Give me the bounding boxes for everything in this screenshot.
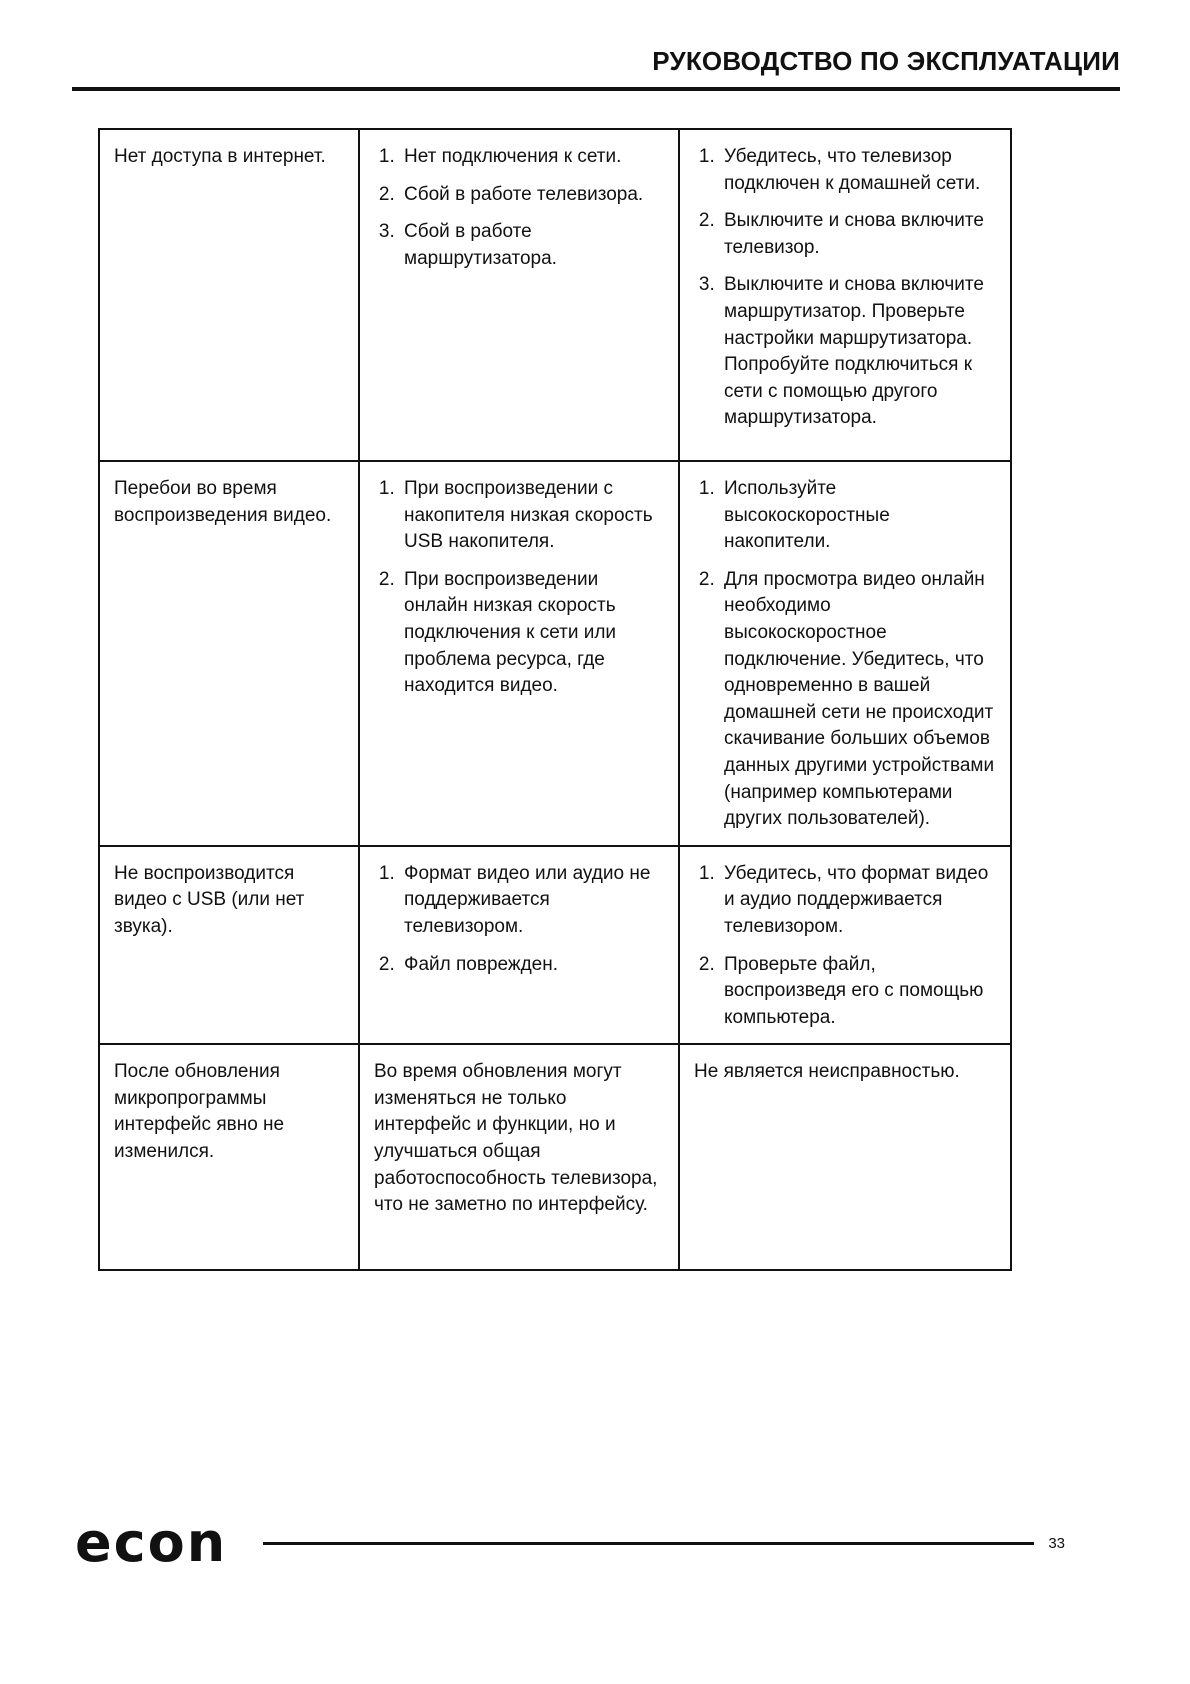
list-item: 3. Сбой в работе маршрутизатора. [400,219,664,272]
problem-text: После обновления микропрограммы интерфейс явно не изменился. [114,1061,285,1163]
list-item: 2. При воспроизведении онлайн низкая скорость подключения к сети или проблема ресурса, где находится видео. [400,567,664,700]
cause-text: Во время обновления могут изменяться не только интерфейс и функции, но и улучшаться общая работоспособность телевизора, что не заметно по интерфейсу. [374,1061,658,1216]
problem-cell [99,129,359,461]
problem-text: Перебои во время воспроизведения видео. [114,478,332,526]
list-item: 1. Убедитесь, что телевизор подключен к домашней сети. [720,144,996,197]
list-item: 1. Убедитесь, что формат видео и аудио поддерживается телевизором. [720,861,996,941]
solutions-cell [679,1044,1011,1270]
list-item: 2. Выключите и снова включите телевизор. [720,208,996,261]
econ-logo: econ [75,1511,228,1574]
problem-text: Нет доступа в интернет. [114,146,326,167]
list-item: 2. Проверьте файл, воспроизведя его с помощью компьютера. [720,952,996,1032]
troubleshooting-table [98,128,1012,1271]
list-item: 1. Нет подключения к сети. [400,144,664,171]
title-divider [72,87,1120,91]
table-row [99,461,1011,846]
list-item: 2. Файл поврежден. [400,952,664,979]
table-row [99,1044,1011,1270]
solutions-list [694,144,996,432]
causes-list [374,144,664,272]
solutions-cell [679,129,1011,461]
page-title: РУКОВОДСТВО ПО ЭКСПЛУАТАЦИИ [652,46,1120,76]
solutions-list [694,861,996,1032]
list-item: 2. Сбой в работе телевизора. [400,182,664,209]
causes-list [374,861,664,978]
list-item: 2. Для просмотра видео онлайн необходимо высокоскоростное подключение. Убедитесь, что одновременно в вашей домашней сети не происходит скачивание больших объемов данных другими устройствами (например компьютерами других пользователей). [720,567,996,833]
problem-text: Не воспроизводится видео с USB (или нет звука). [114,862,305,937]
problem-cell [99,846,359,1045]
causes-cell [359,846,679,1045]
footer-divider [263,1542,1034,1545]
causes-cell [359,129,679,461]
solutions-cell [679,461,1011,846]
solution-text: Не является неисправностью. [694,1061,960,1083]
table-row [99,846,1011,1045]
list-item: 1. Используйте высокоскоростные накопители. [720,476,996,556]
causes-cell [359,1044,679,1270]
list-item: 3. Выключите и снова включите маршрутизатор. Проверьте настройки маршрутизатора. Попробуйте подключиться к сети с помощью другого маршрутизатора. [720,272,996,432]
table-row [99,129,1011,461]
page-header [72,46,1120,91]
solutions-list [694,476,996,833]
solutions-cell [679,846,1011,1045]
problem-cell [99,461,359,846]
causes-list [374,476,664,700]
list-item: 1. Формат видео или аудио не поддерживается телевизором. [400,861,664,941]
causes-cell [359,461,679,846]
list-item: 1. При воспроизведении с накопителя низкая скорость USB накопителя. [400,476,664,556]
problem-cell [99,1044,359,1270]
page-number: 33 [1048,1534,1065,1552]
page-footer [75,1511,1065,1574]
